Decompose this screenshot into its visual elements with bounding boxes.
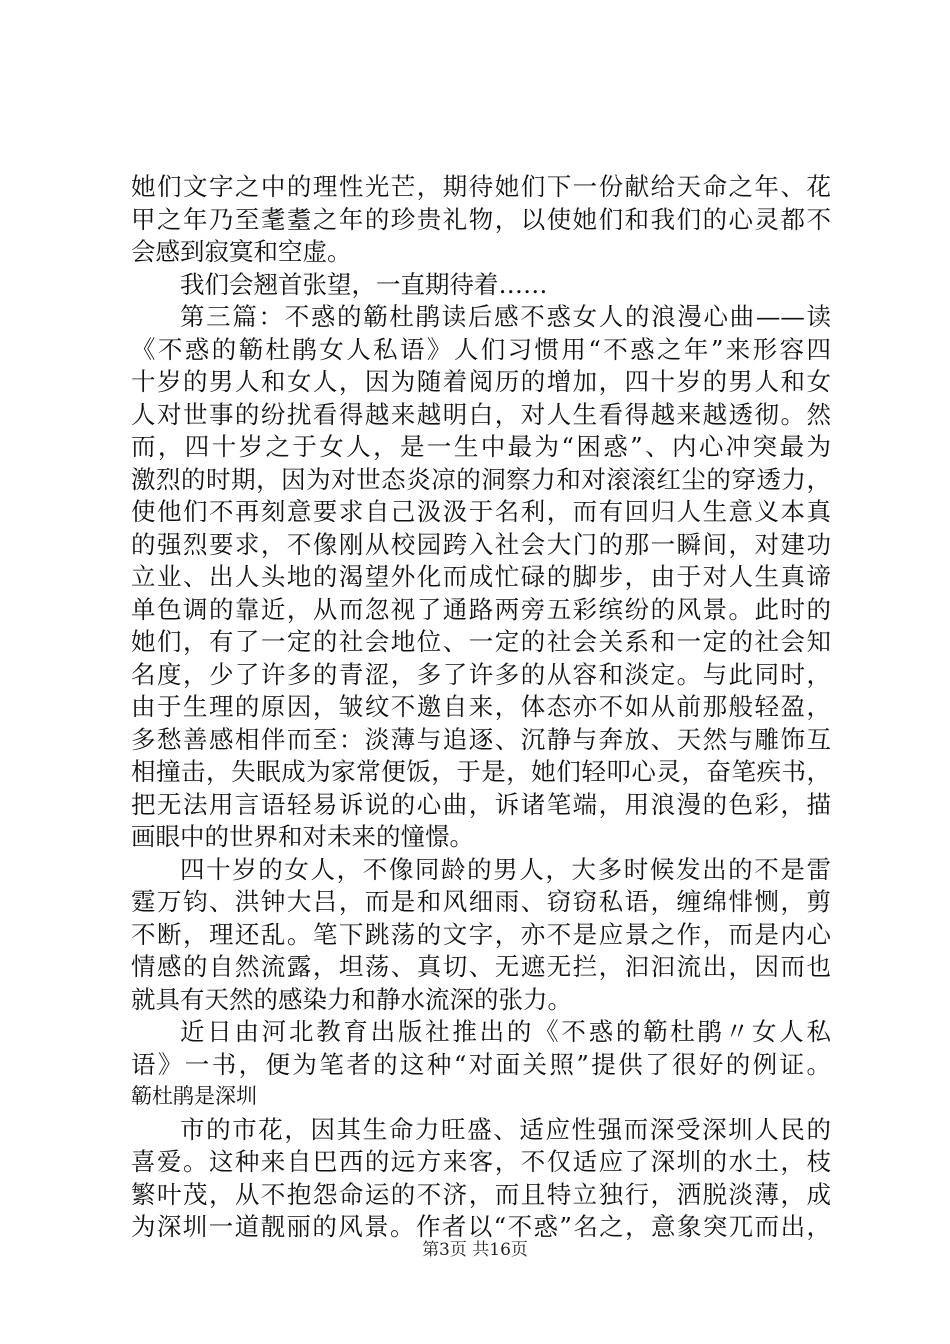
text-line: 簕杜鹃是深圳 xyxy=(131,1085,257,1108)
text-line: 她们文字之中的理性光芒，期待她们下一份献给天命之年、花 xyxy=(131,172,831,201)
text-line: 喜爱。这种来自巴西的远方来客，不仅适应了深圳的水土，枝 xyxy=(131,1147,831,1176)
text-line: 甲之年乃至耄耋之年的珍贵礼物，以使她们和我们的心灵都不 xyxy=(131,204,831,234)
text-line: 为深圳一道靓丽的风景。作者以“不惑”名之，意象突兀而出， xyxy=(131,1212,831,1241)
text-line: 立业、出人头地的渴望外化而成忙碌的脚步，由于对人生真谛 xyxy=(131,562,831,591)
text-line: 霆万钧、洪钟大吕，而是和风细雨、窃窃私语，缠绵悱恻，剪 xyxy=(131,887,831,916)
text-line: 人对世事的纷扰看得越来越明白，对人生看得越来越透彻。然 xyxy=(131,399,831,429)
text-line: 她们，有了一定的社会地位、一定的社会关系和一定的社会知 xyxy=(131,627,831,656)
text-line: 画眼中的世界和对未来的憧憬。 xyxy=(131,822,474,851)
text-line: 不断，理还乱。笔下跳荡的文字，亦不是应景之作，而是内心 xyxy=(131,919,831,949)
text-line: 的强烈要求，不像刚从校园跨入社会大门的那一瞬间，对建功 xyxy=(131,529,831,559)
text-line: 繁叶茂，从不抱怨命运的不济，而且特立独行，洒脱淡薄，成 xyxy=(131,1179,831,1209)
text-line: 多愁善感相伴而至：淡薄与追逐、沉静与奔放、天然与雕饰互 xyxy=(131,724,831,754)
page-footer: 第3页 共16页 xyxy=(422,1240,528,1260)
text-line: 单色调的靠近，从而忽视了通路两旁五彩缤纷的风景。此时的 xyxy=(131,594,831,624)
text-line: 情感的自然流露，坦荡、真切、无遮无拦，汩汩流出，因而也 xyxy=(131,952,831,981)
text-line: 四十岁的女人，不像同龄的男人，大多时候发出的不是雷 xyxy=(180,854,831,884)
text-line: 把无法用言语轻易诉说的心曲，诉诸笔端，用浪漫的色彩，描 xyxy=(131,789,831,819)
text-line: 名度，少了许多的青涩，多了许多的从容和淡定。与此同时， xyxy=(131,659,831,689)
text-line: 使他们不再刻意要求自己汲汲于名利，而有回归人生意义本真 xyxy=(131,497,831,526)
text-line: 十岁的男人和女人，因为随着阅历的增加，四十岁的男人和女 xyxy=(131,367,831,396)
text-line: 由于生理的原因，皱纹不邀自来，体态亦不如从前那般轻盈， xyxy=(131,692,831,721)
text-line: 市的市花，因其生命力旺盛、适应性强而深受深圳人民的 xyxy=(180,1114,831,1144)
text-line: 第三篇：不惑的簕杜鹃读后感不惑女人的浪漫心曲——读 xyxy=(180,302,831,331)
text-line: 就具有天然的感染力和静水流深的张力。 xyxy=(131,984,572,1014)
text-line: 激烈的时期，因为对世态炎凉的洞察力和对滚滚红尘的穿透力， xyxy=(131,464,831,494)
text-line: 会感到寂寞和空虚。 xyxy=(131,237,352,266)
document-body xyxy=(131,171,831,1244)
text-line: 而，四十岁之于女人，是一生中最为“困惑”、内心冲突最为 xyxy=(131,432,831,461)
text-line: 我们会翘首张望，一直期待着…… xyxy=(180,269,548,299)
text-line: 相撞击，失眠成为家常便饭，于是，她们轻叩心灵，奋笔疾书， xyxy=(131,757,831,786)
text-line: 《不惑的簕杜鹃女人私语》人们习惯用“不惑之年”来形容四 xyxy=(131,334,831,364)
text-line: 近日由河北教育出版社推出的《不惑的簕杜鹃〃女人私 xyxy=(180,1017,831,1046)
text-line: 语》一书，便为笔者的这种“对面关照”提供了很好的例证。 xyxy=(131,1049,831,1079)
